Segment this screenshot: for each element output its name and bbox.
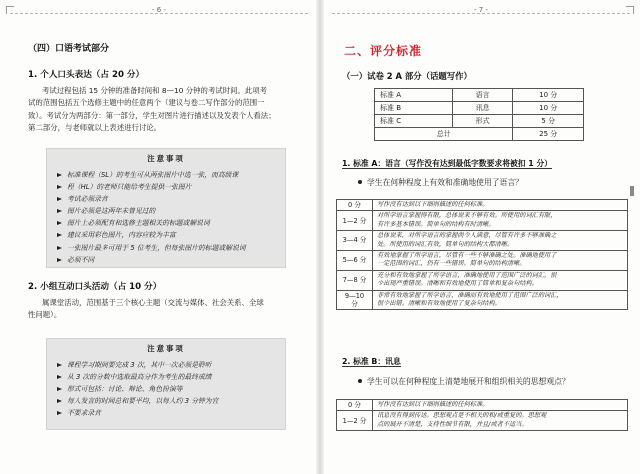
- table-row: [375, 102, 584, 115]
- notes-box: [46, 338, 286, 430]
- section-title: （四）口语考试部分: [28, 44, 110, 54]
- score-cell: 0 分: [337, 200, 373, 211]
- descriptor-cell: [373, 290, 628, 310]
- table-cell: 形式: [452, 115, 513, 128]
- page-number: - 7 -: [474, 6, 488, 14]
- descriptor-line: 写作没有达到以下细则描述的任何标准。: [377, 401, 489, 408]
- table-cell: 标准 C: [375, 115, 453, 128]
- table-cell: 5 分: [513, 115, 584, 128]
- right-page: [322, 0, 640, 474]
- left-page: [0, 0, 318, 474]
- table-cell: 10 分: [513, 102, 584, 115]
- criterion-a-heading-text: 1. 标准 A：语言（写作没有达到最低字数要求将被扣 1 分）: [342, 159, 553, 168]
- table-cell: 标准 B: [375, 102, 453, 115]
- descriptor-line: 有许多基本错误。简单句的结构有时清晰。: [377, 220, 495, 228]
- descriptor-cell: [373, 200, 628, 211]
- descriptor-cell: [373, 411, 628, 431]
- notes-box: [46, 148, 286, 268]
- body-line: 试的范围包括五个选修主题中的任意两个（建议与卷二写作部分的范围一: [28, 98, 265, 108]
- table-cell: 10 分: [513, 89, 584, 102]
- table-cell: 讯息: [452, 102, 513, 115]
- list-item: 课程学习期间要完成 3 次，其中一次必须是聆听: [57, 359, 285, 371]
- body-line: 第二部分，与老师就以上表述进行讨论。: [28, 123, 162, 133]
- question-text: 学生可以在何种程度上清楚地展开和组织相关的思想观点？: [367, 377, 570, 386]
- header-rule: [332, 13, 630, 14]
- list-item: 不要求录音: [57, 407, 285, 419]
- table-row: [337, 251, 628, 271]
- list-item: 考试必须录音: [57, 193, 285, 205]
- bookmark-tab: [630, 186, 634, 196]
- table-row: [337, 400, 628, 411]
- table-row-total: [375, 128, 584, 141]
- table-row: [337, 411, 628, 431]
- list-item: 从 3 次的分数中选取最高分作为考生的最终成绩: [57, 371, 285, 383]
- notes-title: 注意事项: [147, 154, 185, 163]
- table-row: [337, 231, 628, 251]
- table-row: [375, 115, 584, 128]
- descriptor-line: 处。所使用的词汇有效，简单句的结构大都清晰。: [377, 240, 514, 248]
- page-title: 二、评分标准: [344, 44, 423, 58]
- descriptor-line: 有效地掌握了所学语言，尽管有一些不够准确之处。准确地使用了: [377, 252, 557, 260]
- total-value: 25 分: [513, 128, 584, 141]
- criterion-a-heading: [342, 158, 552, 169]
- descriptor-cell: [373, 211, 628, 231]
- part2-body: [28, 297, 310, 322]
- score-cell: 9—10 分: [337, 290, 373, 310]
- score-cell: 5—6 分: [337, 251, 373, 271]
- list-item: 图片必须是这两年未曾见过的: [57, 205, 285, 217]
- criterion-b-heading-text: 2. 标准 B：讯息: [342, 357, 401, 366]
- table-row: [337, 270, 628, 290]
- table-cell: 标准 A: [375, 89, 453, 102]
- descriptor-line: 很少出错。清晰和有效地使用了复杂句结构。: [377, 300, 501, 308]
- criterion-b-heading: [342, 356, 401, 367]
- score-cell: 1—2 分: [337, 411, 373, 431]
- list-item: 必须不同: [57, 254, 285, 266]
- page-number: - 6 -: [152, 6, 166, 14]
- score-table: [374, 88, 584, 141]
- descriptor-cell: [373, 231, 628, 251]
- criterion-a-question: [358, 177, 523, 188]
- criterion-b-rubric: [336, 399, 628, 431]
- part1-heading: 1. 个人口头表达（占 20 分）: [28, 70, 145, 80]
- list-item: 程（HL）的老师只能给考生提供一张图片: [57, 181, 285, 193]
- table-row: [375, 89, 584, 102]
- subsection-title: （一）试卷 2 A 部分（话题写作）: [342, 71, 472, 81]
- criterion-a-rubric: [336, 199, 628, 310]
- score-cell: 0 分: [337, 400, 373, 411]
- list-item: 图片上必须配有和选修主题相关的标题或解说词: [57, 217, 285, 229]
- descriptor-line: 一定范围的词汇，仍有一些错误。简单句的结构清晰。: [377, 260, 526, 268]
- table-row: [337, 211, 628, 231]
- score-cell: 3—4 分: [337, 231, 373, 251]
- descriptor-line: 少出现严重错误。清晰和有效地使用了简单和复杂句结构。: [377, 280, 538, 288]
- bullet-icon: [358, 180, 362, 184]
- score-cell: 7—8 分: [337, 270, 373, 290]
- table-cell: 语言: [452, 89, 513, 102]
- descriptor-line: 非常有效地掌握了所学语言，准确而有效地使用了范围广泛的词汇，: [377, 291, 563, 299]
- descriptor-line: 对所学语言掌握得有限，总体说来不够有效。所使用的词汇有限，: [377, 212, 557, 220]
- part1-body: [28, 85, 310, 135]
- list-item: 形式可包括：讨论、辩论、角色扮演等: [57, 383, 285, 395]
- list-item: 每人发言的时间总和要平均，以每人约 3 分钟为宜: [57, 395, 285, 407]
- score-cell: 1—2 分: [337, 211, 373, 231]
- descriptor-cell: [373, 251, 628, 271]
- list-item: 建议采用彩色图片，内容应较为丰富: [57, 229, 285, 241]
- table-row: [337, 200, 628, 211]
- total-label: 总计: [375, 128, 513, 141]
- list-item: 标准课程（SL）的考生可从两张图片中选一张，而高级课: [57, 169, 285, 181]
- notes-list: [57, 359, 285, 419]
- bullet-icon: [358, 379, 362, 383]
- body-line: 考试过程包括 15 分钟的准备时间和 8—10 分钟的考试时间。此项考: [42, 86, 268, 95]
- part2-heading: 2. 小组互动口头活动（占 10 分）: [28, 282, 162, 292]
- descriptor-cell: [373, 270, 628, 290]
- notes-title: 注意事项: [147, 344, 185, 353]
- body-line: 属课堂活动，范围基于三个核心主题（交流与媒体、社会关系、全球: [42, 298, 264, 307]
- descriptor-line: 点的展开不清楚，支持性细节有限，并且/或者不适当。: [377, 420, 528, 428]
- notes-list: [57, 169, 285, 266]
- list-item: 一张图片最多可用于 5 位考生，但每张图片的标题或解说词: [57, 242, 285, 254]
- header-rule: [10, 13, 308, 14]
- question-text: 学生在何种程度上有效和准确地使用了语言？: [367, 178, 523, 187]
- criterion-b-question: [358, 376, 570, 387]
- body-line: 性问题）。: [28, 310, 62, 320]
- descriptor-line: 充分和有效地掌握了所学语言，准确地使用了范围广泛的词汇，很: [377, 271, 557, 279]
- descriptor-line: 写作没有达到以下细则描述的任何标准。: [377, 201, 489, 208]
- table-row: [337, 290, 628, 310]
- descriptor-line: 总体说来，对所学语言的掌握尚令人满意，尽管有许多不够准确之: [377, 232, 557, 240]
- descriptor-line: 讯息没有得到传达。思想观点是不相关的和/或重复的。思想观: [377, 412, 547, 420]
- body-line: 致）。考试分为两部分：第一部分，学生对图片进行描述以及发表个人看法；: [28, 110, 276, 120]
- descriptor-cell: [373, 400, 628, 411]
